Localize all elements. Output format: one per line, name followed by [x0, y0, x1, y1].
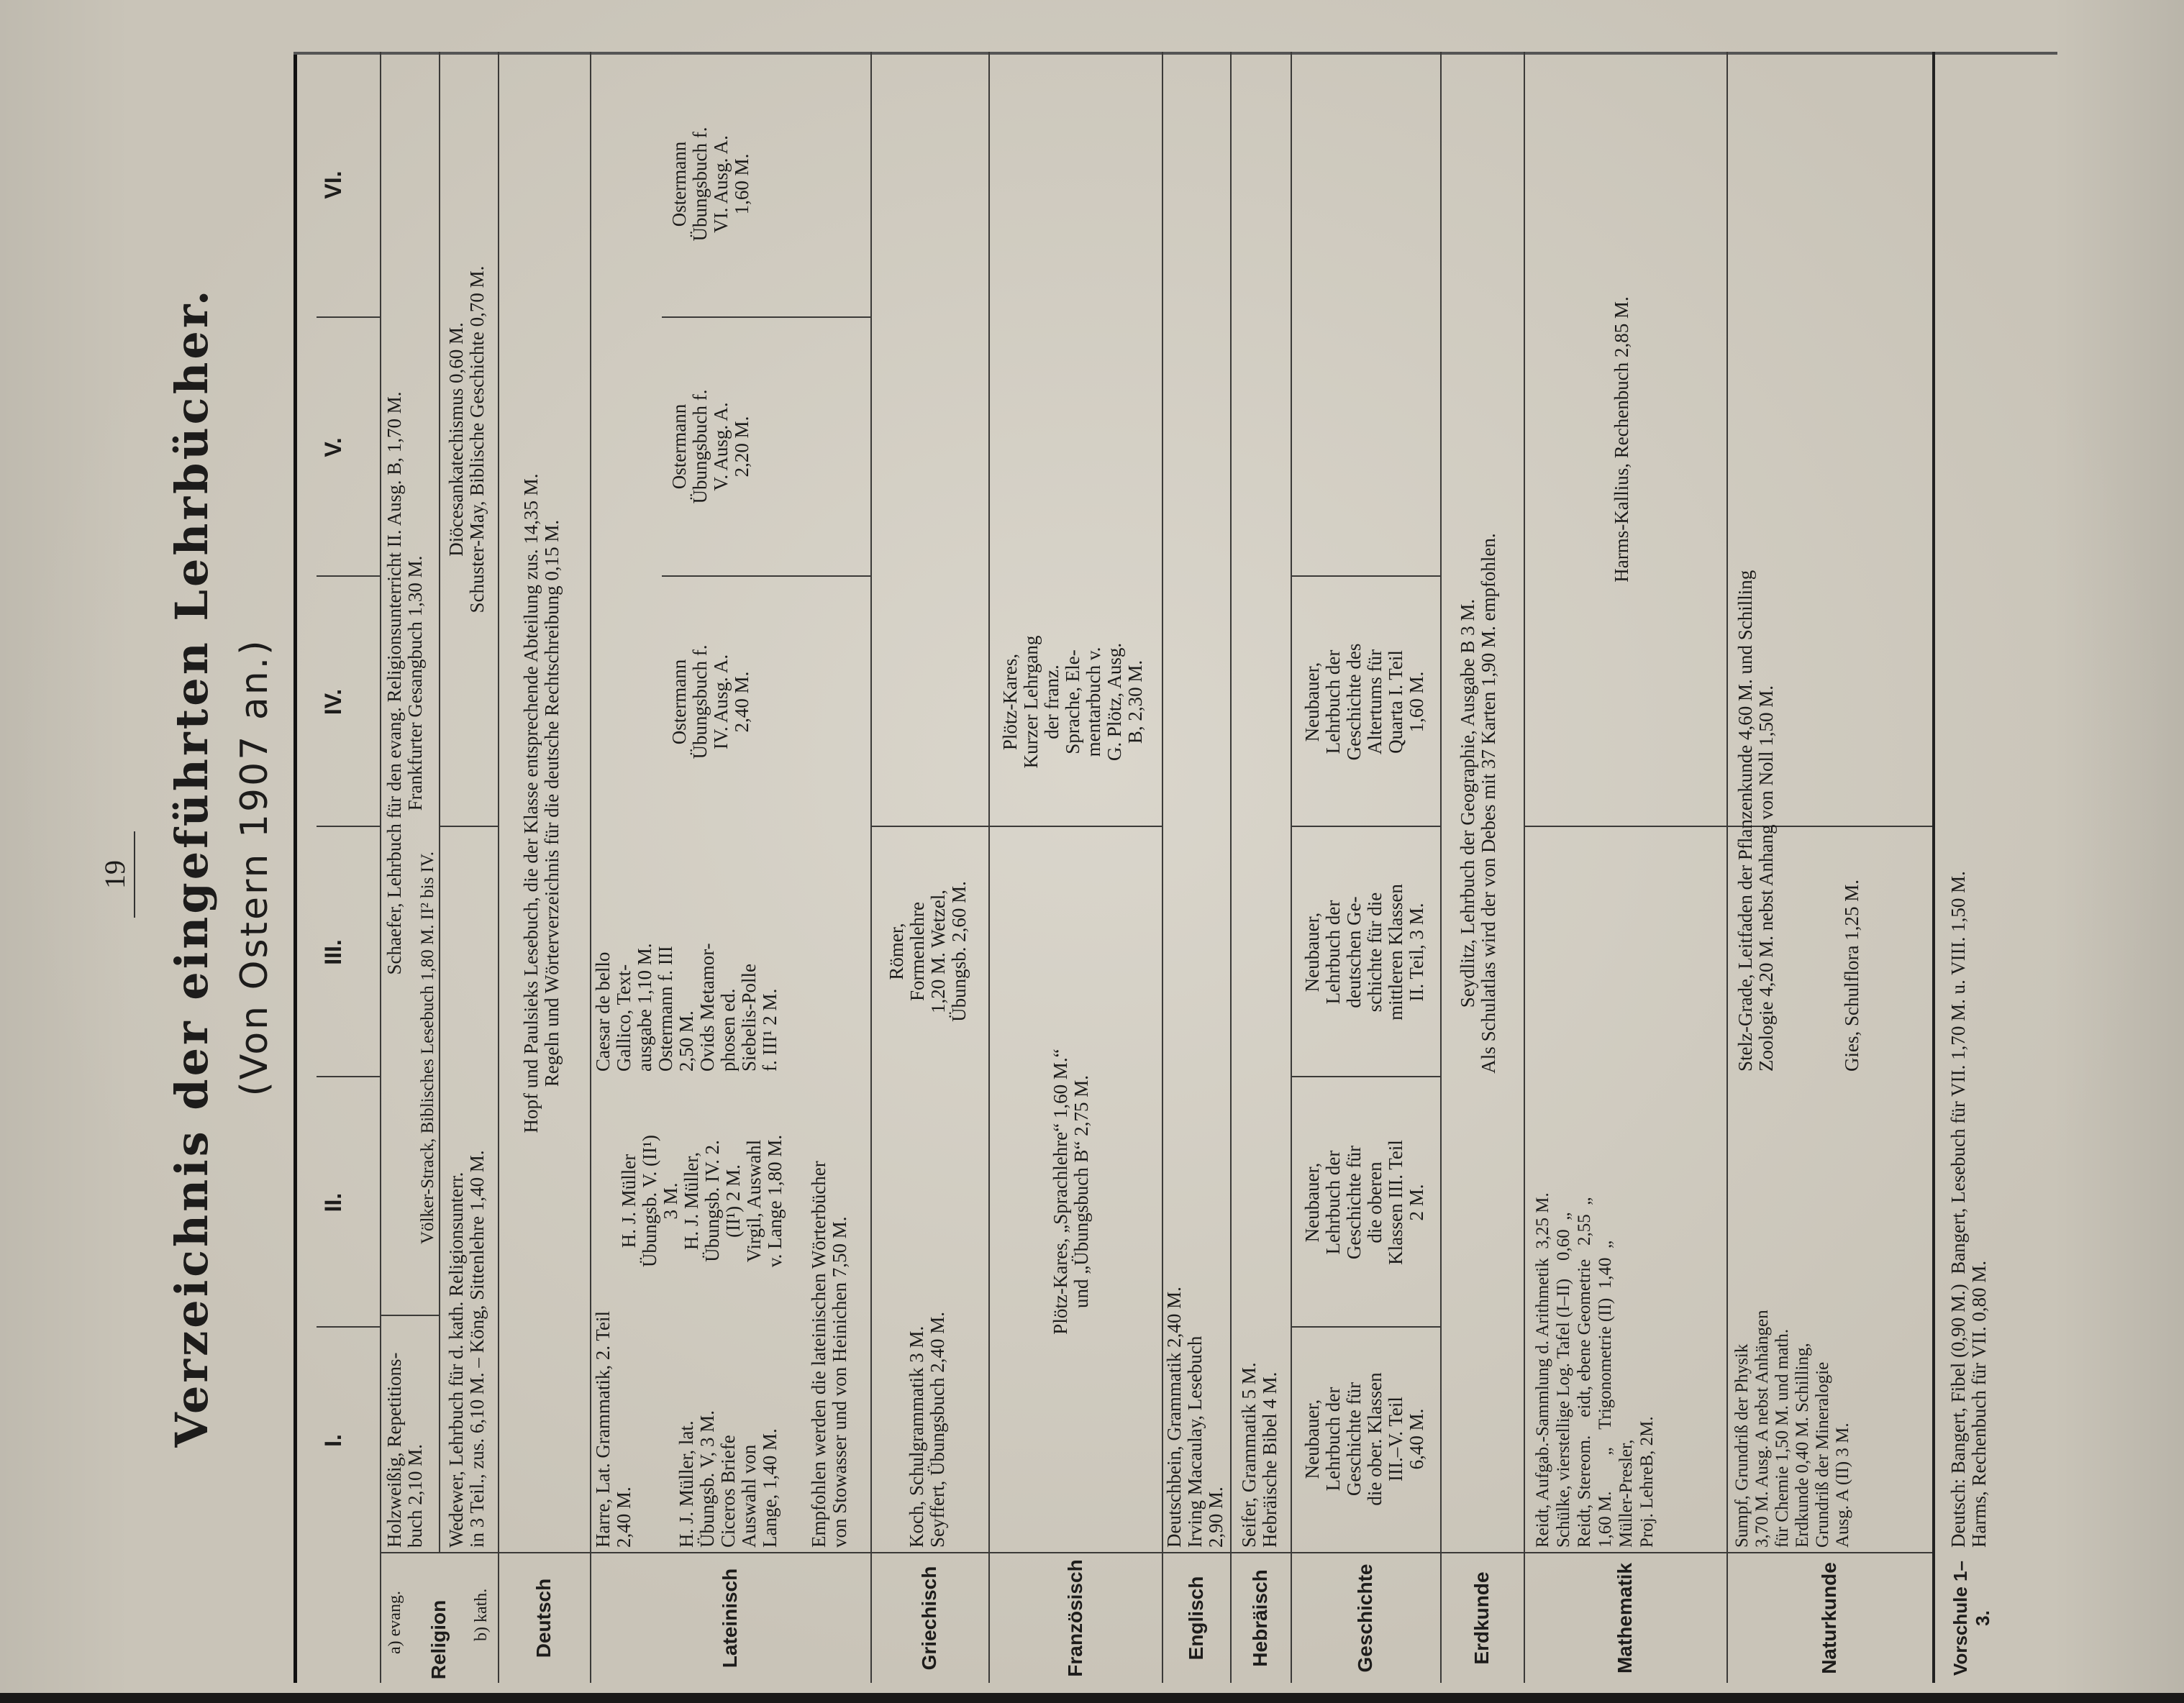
row-divider — [1524, 52, 1525, 1683]
row-label-religion: Religion — [427, 1599, 450, 1680]
column-divider — [317, 826, 380, 827]
row-label-erdkunde: Erdkunde — [1470, 1571, 1493, 1665]
latein-v: Ostermann Übungsbuch f. V. Ausg. A. 2,20 M. — [668, 389, 752, 504]
page-number: 19 — [99, 860, 131, 889]
vorschule-all: Deutsch: Bangert, Fibel (0,90 M.) Bangert, Lesebuch für VII. 1,70 M. u. VIII. 1,50 M. Harms, Rechenbuch für VII. 0,80 M. — [1947, 871, 1990, 1548]
column-divider — [439, 826, 498, 827]
latein-empfohlen: Empfohlen werden die lateinischen Wörterbücher von Stowasser und von Heinichen 7,50 M. — [808, 1161, 850, 1548]
deutsch-all: Hopf und Paulsieks Lesebuch, die der Klasse entsprechende Abteilung zus. 14,35 M. Regeln und Wörterverzeichnis für die deutsche Rechtschreibung 0,15 M. — [520, 473, 563, 1133]
franzoesisch-i-iii: Plötz-Kares, „Sprachlehre“ 1,60 M.“ und „Übungsbuch B“ 2,75 M. — [1050, 1049, 1092, 1335]
column-divider — [317, 316, 380, 318]
row-divider-heavy — [1932, 52, 1935, 1683]
franzoesisch-iv: Plötz-Kares, Kurzer Lehrgang der franz. Sprache, Ele- mentarbuch v. G. Plötz, Ausg. B, 2,30 M. — [999, 635, 1146, 769]
column-divider — [1291, 1076, 1440, 1077]
page-number-rule — [134, 831, 135, 918]
latein-vi: Ostermann Übungsbuch f. VI. Ausg. A. 1,60 M. — [668, 127, 752, 242]
naturkunde-i-ii: Sumpf, Grundriß der Physik 3,70 M. Ausg. A nebst Anhängen für Chemie 1,50 M. und math. Erdkunde 0,40 M. Schilling, Grundriß der Mineralogie Ausg. A (II) 3 M. — [1732, 1310, 1852, 1548]
religion-kath-iv-vi: Diöcesankatechismus 0,60 M. Schuster-May, Biblische Geschichte 0,70 M. — [445, 265, 488, 613]
column-header-vi: VI. — [320, 170, 346, 199]
row-divider — [1230, 52, 1232, 1683]
row-divider — [1291, 52, 1292, 1683]
row-label-franzoesisch: Französisch — [1063, 1559, 1086, 1677]
geschichte-ii: Neubauer, Lehrbuch der Geschichte für die oberen Klassen III. Teil 2 M. — [1301, 1140, 1427, 1265]
row-divider — [1440, 52, 1442, 1683]
row-label-deutsch: Deutsch — [532, 1578, 555, 1658]
religion-evang-ii-vi: Schaefer, Lehrbuch für den evang. Religionsunterricht II. Ausg. B, 1,70 M. Frankfurter Gesangbuch 1,30 M. — [383, 391, 426, 975]
religion-evang-i: Holzweißig, Repetitions- buch 2,10 M. — [383, 1352, 426, 1548]
row-label-geschichte: Geschichte — [1354, 1563, 1376, 1673]
row-label-naturkunde: Naturkunde — [1818, 1562, 1840, 1674]
column-divider — [317, 1326, 380, 1328]
row-divider — [1726, 52, 1728, 1683]
page-subtitle: (Von Ostern 1907 an.) — [233, 638, 276, 1097]
column-divider — [317, 575, 380, 577]
mathematik-i-iii: Reidt, Aufgab.-Sammlung d. Arithmetik 3,25 M. Schülke, vierstellige Log. Tafel (I–II) 0,60 „ Reidt, Stereom. eidt, ebene Geometrie 2,55 „ 1,60 M. „ Trigonometrie (II) 1,40 „ Müller-Presler, Proj. LehreB, 2M. — [1533, 1192, 1657, 1548]
latein-iii: Caesar de bello Gallico, Text- ausgabe 1,10 M. Ostermann f. III 2,50 M. Ovids Metamor- phosen ed. Siebelis-Polle f. III¹ 2 M. — [592, 943, 781, 1072]
scanner-edge — [0, 1693, 2184, 1703]
geschichte-i: Neubauer, Lehrbuch der Geschichte für die ober. Klassen III.–V. Teil 6,40 M. — [1301, 1372, 1427, 1506]
rotated-page — [43, 52, 2086, 1683]
geschichte-iv: Neubauer, Lehrbuch der Geschichte des Altertums für Quarta I. Teil 1,60 M. — [1301, 643, 1427, 761]
religion-kath-i-iii: Wedewer, Lehrbuch für d. kath. Religionsunterr. in 3 Teil., zus. 6,10 M. – Köng, Sittenlehre 1,40 M. — [445, 1150, 488, 1548]
row-label-englisch: Englisch — [1184, 1576, 1207, 1661]
column-divider — [1291, 575, 1440, 577]
row-divider — [498, 52, 499, 1683]
row-divider — [870, 52, 872, 1683]
latein-ii: H. J. Müller Übungsb. V. (II¹) 3 M. H. J. Müller, Übungsb. IV. 2. (II¹) 2 M. Virgil, Auswahl v. Lange 1,80 M. — [618, 1134, 786, 1268]
latein-i: H. J. Müller, lat. Übungsb. V, 3 M. Ciceros Briefe Auswahl von Lange, 1,40 M. — [675, 1410, 781, 1548]
table-top-rule — [294, 52, 297, 1683]
row-label-vorschule: Vorschule 1–3. — [1949, 1561, 1993, 1676]
latein-harre: Harre, Lat. Grammatik, 2. Teil 2,40 M. — [592, 1311, 634, 1548]
column-divider — [662, 316, 870, 318]
column-divider — [1524, 826, 1932, 827]
column-header-v: V. — [320, 437, 346, 457]
geschichte-iii: Neubauer, Lehrbuch der deutschen Ge- schichte für die mittleren Klassen II. Teil, 3 M. — [1301, 884, 1427, 1021]
naturkunde-iii-flora: Gies, Schulflora 1,25 M. — [1841, 880, 1862, 1072]
row-label-mathematik: Mathematik — [1614, 1562, 1636, 1674]
row-sublabel-kath: b) kath. — [472, 1588, 491, 1641]
table-right-rule — [294, 52, 2057, 55]
column-divider — [662, 575, 870, 577]
row-divider — [590, 52, 591, 1683]
column-divider — [870, 826, 1162, 827]
row-divider — [439, 52, 440, 1553]
row-sublabel-evang: a) evang. — [386, 1591, 404, 1654]
column-divider — [1291, 1326, 1440, 1328]
row-label-hebraeisch: Hebräisch — [1249, 1569, 1271, 1667]
page-title: Verzeichnis der eingeführten Lehrbücher. — [165, 287, 218, 1448]
row-label-griechisch: Griechisch — [918, 1566, 940, 1671]
griechisch-i-ii: Koch, Schulgrammatik 3 M. Seyffert, Übungsbuch 2,40 M. — [906, 1312, 948, 1548]
row-divider — [988, 52, 990, 1683]
religion-evang-reader: Völker-Strack, Biblisches Lesebuch 1,80 M. II² bis IV. — [418, 851, 437, 1245]
erdkunde-all: Seydlitz, Lehrbuch der Geographie, Ausgabe B 3 M. Als Schulatlas wird der von Debes mit 37 Karten 1,90 M. empfohlen. — [1457, 533, 1499, 1074]
row-divider — [380, 52, 381, 1683]
column-divider — [317, 1076, 380, 1077]
column-header-iii: III. — [320, 939, 346, 965]
column-header-i: I. — [320, 1434, 346, 1447]
column-header-ii: II. — [320, 1192, 346, 1213]
naturkunde-iii-vi: Stelz-Grade, Leitfaden der Pflanzenkunde 4,60 M. und Schilling Zoologie 4,20 M. nebst Anhang von Noll 1,50 M. — [1734, 570, 1777, 1072]
row-label-lateinisch: Lateinisch — [719, 1568, 741, 1668]
griechisch-iii: Römer, Formenlehre 1,20 M. Wetzel, Übungsb. 2,60 M. — [886, 881, 970, 1022]
mathematik-iv-vi: Harms-Kallius, Rechenbuch 2,85 M. — [1611, 296, 1632, 583]
column-divider — [1291, 826, 1440, 827]
column-header-iv: IV. — [320, 688, 346, 716]
englisch-i-ii: Deutschbein, Grammatik 2,40 M. Irving Macaulay, Lesebuch 2,90 M. — [1163, 1287, 1227, 1548]
hebraeisch-i-ii: Seifer, Grammatik 5 M. Hebräische Bibel 4 M. — [1238, 1362, 1280, 1548]
latein-iv: Ostermann Übungsbuch f. IV. Ausg. A. 2,40 M. — [668, 644, 752, 759]
